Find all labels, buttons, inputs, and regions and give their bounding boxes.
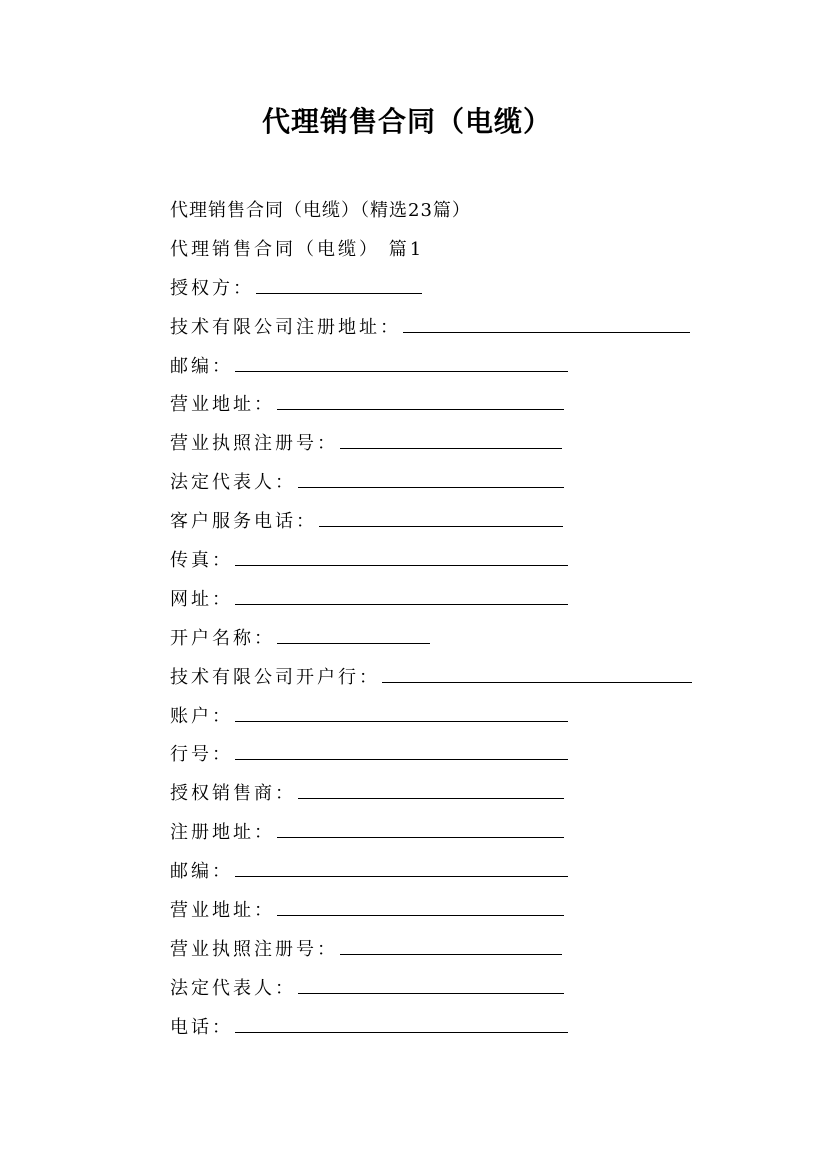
blank-line — [235, 370, 568, 372]
field-label: 网址： — [170, 588, 233, 610]
blank-line — [298, 486, 564, 488]
blank-line — [298, 797, 564, 799]
field-bank-number — [170, 736, 770, 775]
field-label: 授权销售商： — [170, 783, 296, 805]
field-dealer-legal-representative — [170, 970, 770, 1009]
field-label: 授权方： — [170, 277, 254, 299]
field-fax — [170, 542, 770, 581]
field-label: 开户名称： — [170, 627, 275, 649]
field-customer-service-phone — [170, 503, 770, 542]
field-website — [170, 581, 770, 620]
document-subtitle: 代理销售合同（电缆）（精选23篇） — [170, 200, 471, 221]
field-legal-representative — [170, 464, 770, 503]
field-label: 法定代表人： — [170, 977, 296, 999]
blank-line — [403, 331, 690, 333]
document-body — [170, 192, 770, 1048]
blank-line — [277, 914, 564, 916]
field-label: 邮编： — [170, 861, 233, 883]
field-label: 客户服务电话： — [170, 511, 317, 533]
field-label: 技术有限公司注册地址： — [170, 316, 401, 338]
field-label: 技术有限公司开户行： — [170, 666, 380, 688]
blank-line — [277, 642, 430, 644]
blank-line — [256, 292, 422, 294]
field-authorizer — [170, 270, 770, 309]
blank-line — [235, 875, 568, 877]
blank-line — [340, 447, 562, 449]
field-dealer-postcode — [170, 853, 770, 892]
blank-line — [340, 953, 562, 955]
blank-line — [235, 720, 568, 722]
blank-line — [277, 408, 564, 410]
section-heading: 代理销售合同（电缆） 篇1 — [170, 238, 425, 260]
blank-line — [235, 564, 568, 566]
field-label: 注册地址： — [170, 822, 275, 844]
blank-line — [235, 1031, 568, 1033]
field-dealer-license-number — [170, 931, 770, 970]
field-registered-address — [170, 309, 770, 348]
field-dealer-registered-address — [170, 814, 770, 853]
blank-line — [382, 681, 692, 683]
field-account-name — [170, 620, 770, 659]
field-label: 电话： — [170, 1016, 233, 1038]
blank-line — [298, 992, 564, 994]
field-authorized-dealer — [170, 775, 770, 814]
field-postcode — [170, 348, 770, 387]
field-business-license-number — [170, 425, 770, 464]
blank-line — [319, 525, 563, 527]
field-label: 法定代表人： — [170, 472, 296, 494]
document-title: 代理销售合同（电缆） — [261, 105, 552, 138]
field-label: 邮编： — [170, 355, 233, 377]
field-dealer-phone — [170, 1009, 770, 1048]
field-account — [170, 698, 770, 737]
field-label: 营业地址： — [170, 900, 275, 922]
field-business-address — [170, 386, 770, 425]
field-label: 营业执照注册号： — [170, 938, 338, 960]
field-label: 行号： — [170, 744, 233, 766]
field-label: 营业执照注册号： — [170, 433, 338, 455]
field-label: 营业地址： — [170, 394, 275, 416]
blank-line — [235, 758, 568, 760]
field-label: 账户： — [170, 705, 233, 727]
field-dealer-business-address — [170, 892, 770, 931]
blank-line — [235, 603, 568, 605]
blank-line — [277, 836, 564, 838]
field-opening-bank — [170, 659, 770, 698]
field-label: 传真： — [170, 550, 233, 572]
